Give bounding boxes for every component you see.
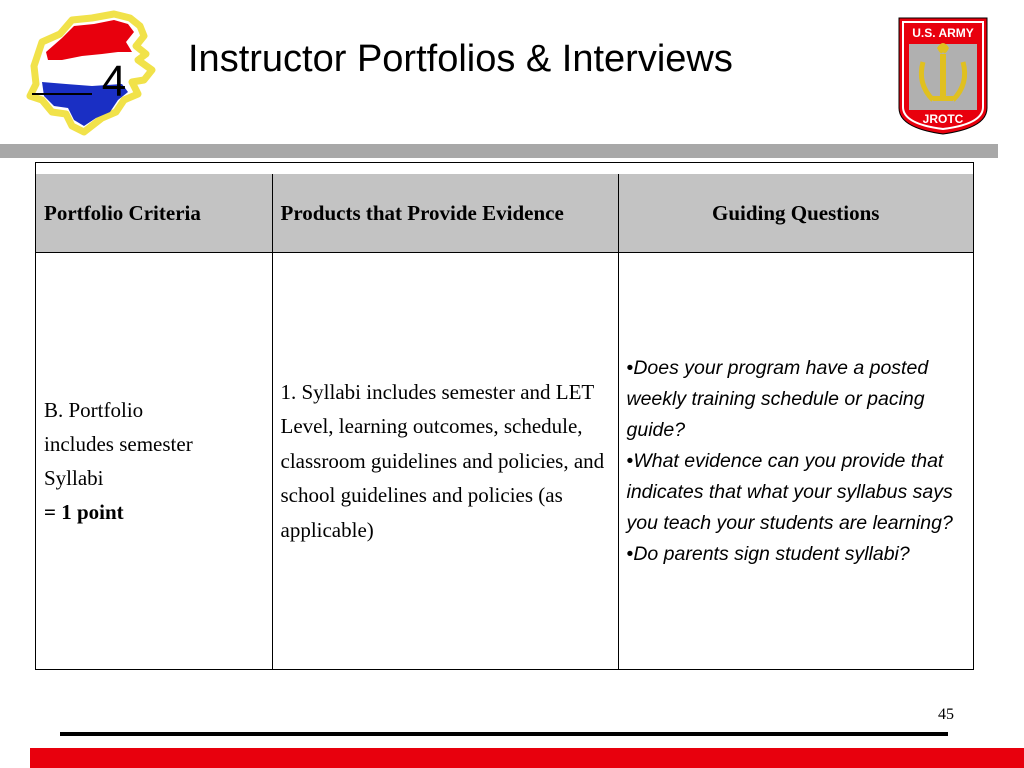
page-number: 45: [938, 706, 954, 723]
header-guiding-questions: Guiding Questions: [618, 174, 973, 253]
bullet-icon: •: [626, 449, 634, 472]
army-jrotc-crest-icon: [893, 12, 993, 136]
state-map-flag-icon: [22, 8, 162, 138]
header-portfolio-criteria: Portfolio Criteria: [36, 174, 272, 253]
criteria-points: = 1 point: [44, 500, 124, 524]
criteria-line: B. Portfolio: [44, 398, 144, 422]
question-item: [627, 353, 966, 446]
footer-black-rule: [60, 732, 948, 736]
header-products-evidence: Products that Provide Evidence: [272, 174, 618, 253]
criteria-line: includes semester: [44, 432, 193, 456]
questions-cell: [618, 253, 973, 670]
criteria-line: Syllabi: [44, 466, 104, 490]
table-header-row: [36, 174, 973, 253]
criteria-table: [35, 162, 974, 670]
logo-number: 4: [101, 57, 127, 106]
question-text: Do parents sign student syllabi?: [633, 542, 910, 565]
footer-red-bar: [30, 748, 1024, 768]
crest-bottom-text: JROTC: [922, 112, 964, 126]
header-divider: [0, 144, 998, 158]
question-text: Does your program have a posted weekly training schedule or pacing guide?: [626, 356, 929, 441]
bullet-icon: •: [626, 356, 634, 379]
question-text: What evidence can you provide that indicates that what your syllabus says you teach your students are learning?: [626, 449, 953, 534]
questions-list: [627, 353, 966, 570]
page-title: Instructor Portfolios & Interviews: [188, 38, 733, 80]
evidence-cell: 1. Syllabi includes semester and LET Level, learning outcomes, schedule, classroom guidelines and policies, and school guidelines and policies (as applicable): [272, 253, 618, 670]
question-item: [627, 539, 966, 570]
crest-top-text: U.S. ARMY: [912, 26, 974, 40]
bullet-icon: •: [626, 542, 634, 565]
table-row: [36, 253, 973, 670]
question-item: [627, 446, 966, 539]
criteria-cell: [36, 253, 272, 670]
